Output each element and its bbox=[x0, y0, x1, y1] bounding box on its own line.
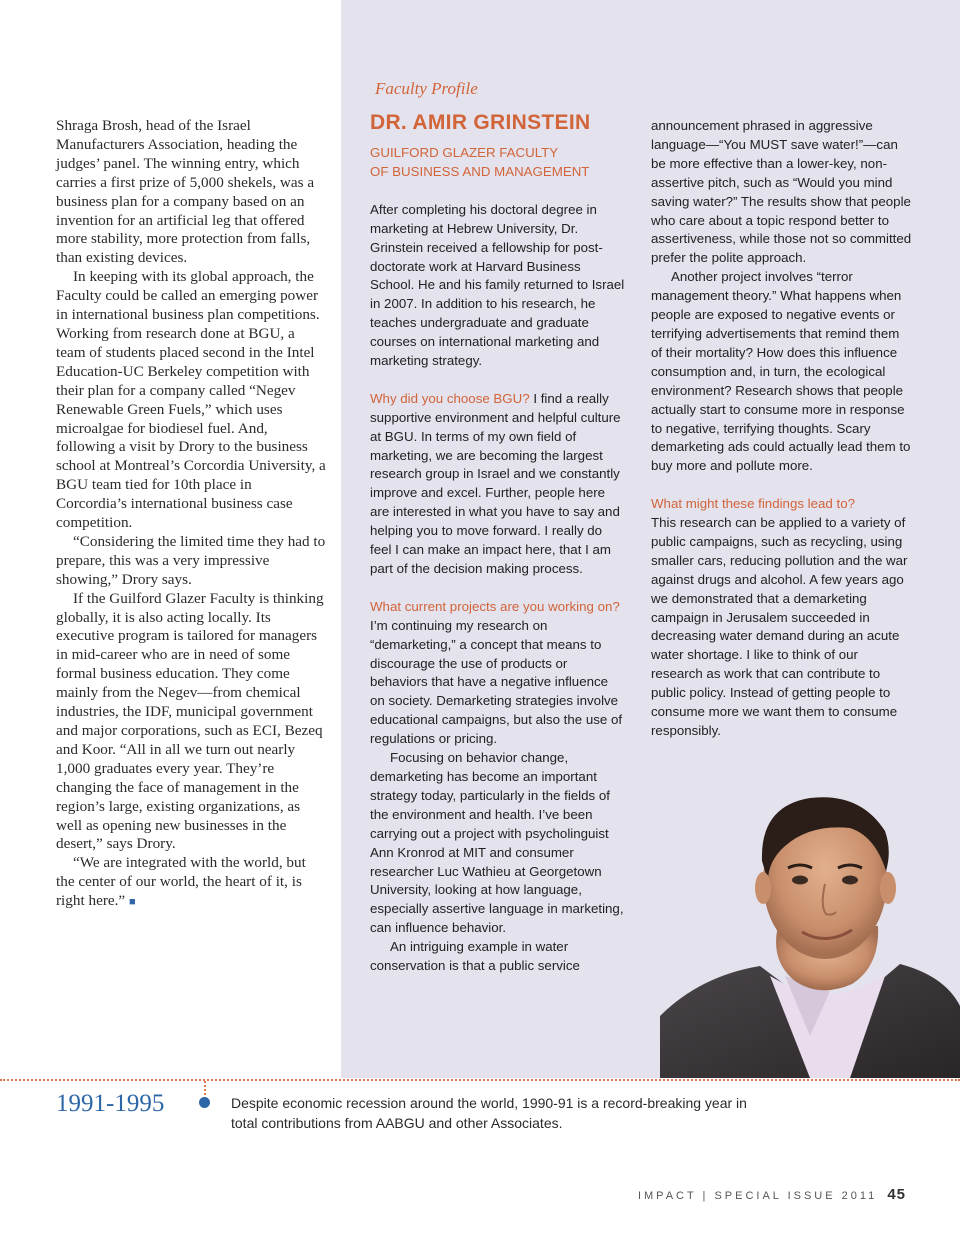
profile-faculty bbox=[370, 144, 625, 182]
question-text: What might these findings lead to? bbox=[651, 496, 856, 512]
answer-paragraph: Another project involves “terror management theory.” What happens when people are exposed to negative events or terrifying advertisements that remind them of their mortality? How does this influence consumption and, in turn, the ecological environment? Research shows that people actually start to consume more in response to negative, terrifying thoughts. Scary demarketing ads could actually lead them to buy more and pollute more. bbox=[651, 269, 911, 474]
section-kicker: Faculty Profile bbox=[375, 79, 478, 98]
qa-block bbox=[370, 598, 625, 749]
timeline-dot-icon bbox=[199, 1097, 210, 1108]
profile-middle-column bbox=[370, 78, 625, 976]
article-paragraph-last bbox=[56, 854, 326, 912]
faculty-line: GUILFORD GLAZER FACULTY bbox=[370, 145, 559, 160]
article-paragraph: If the Guilford Glazer Faculty is thinking globally, it is also acting locally. Its executive program is tailored for managers in mid-career who are in need of some formal business education. They come mainly from the Negev—from chemical industries, the IDF, municipal government and major corporations, such as ECI, Bezeq and Koor. “All in all we turn out nearly 1,000 graduates every year. They’re changing the face of management in the region’s large, existing organizations, as well as opening new businesses in the desert,” says Drory. bbox=[56, 589, 324, 853]
answer-paragraph: announcement phrased in aggressive language—“You MUST save water!”—can be more effective than a lower-key, non-assertive pitch, such as “Would you mind saving water?” The results show that people who care about a topic respond better to assertiveness, while those not so committed prefer the polite approach. bbox=[651, 118, 912, 266]
profile-name: DR. AMIR GRINSTEIN bbox=[370, 111, 591, 134]
timeline-divider bbox=[0, 1079, 960, 1081]
answer-paragraph: An intriguing example in water conservation is that a public service bbox=[370, 939, 580, 974]
question: What current projects are you working on? bbox=[370, 598, 620, 614]
article-paragraph: Shraga Brosh, head of the Israel Manufacturers Association, heading the judges’ panel. The winning entry, which carries a first prize of 5,000 shekels, was a business plan for a company based on an invention for an artificial leg that offered more stability, more protection from falls, than existing devices. bbox=[56, 117, 315, 267]
profile-intro: After completing his doctoral degree in marketing at Hebrew University, Dr. Grinstein received a fellowship for post-doctorate work at Harvard Business School. He and his family returned to Israel in 2007. In addition to his research, he teaches undergraduate and graduate courses on international marketing and marketing strategy. bbox=[370, 201, 625, 369]
answer-paragraph: Focusing on behavior change, demarketing has become an important strategy today, particularly in the fields of the environment and health. I’ve been carrying out a project with psycholinguist Ann Kronrod at MIT and consumer researcher Luc Wathieu at Georgetown University, looking at how language, especially assertive language in marketing, can influence behavior. bbox=[370, 750, 624, 936]
article-paragraph: In keeping with its global approach, the Faculty could be called an emerging power in international business plan competitions. Working from research done at BGU, a team of students placed second in the Intel Education-UC Berkeley competition with their plan for a company called “Negev Renewable Green Fuels,” which uses microalgae for biodiesel fuel. And, following a visit by Drory to the business school at Montreal’s Corcordia University, a BGU team tied for 10th place in Corcordia’s international business case competition. bbox=[56, 268, 326, 532]
page-footer bbox=[560, 1186, 906, 1203]
portrait-photo bbox=[660, 776, 960, 1078]
profile-right-column bbox=[651, 117, 913, 741]
qa-block bbox=[370, 390, 625, 579]
answer: I find a really supportive environment and helpful culture at BGU. In terms of my own field of marketing, we are becoming the largest research group in Israel and we constantly improve and excel. Further, people here are interested in what you have to say and helping you to move forward. I really do feel I can make an impact here, that I am part of the decision making process. bbox=[370, 390, 621, 577]
article-paragraph: “Considering the limited time they had to prepare, this was a very impressive showing,” Drory says. bbox=[56, 532, 326, 588]
square-bullet-icon: ■ bbox=[128, 896, 136, 909]
article-paragraph-text: “We are integrated with the world, but the center of our world, the heart of it, is right here.” bbox=[56, 854, 306, 910]
question: Why did you choose BGU? bbox=[370, 390, 530, 406]
publication-name: IMPACT | SPECIAL ISSUE 2011 bbox=[637, 1190, 878, 1202]
article-left-column bbox=[56, 117, 326, 912]
timeline-years: 1991-1995 bbox=[56, 1090, 165, 1117]
answer: I’m continuing my research on “demarketing,” a concept that means to discourage the use of products or behaviors that have a negative influence on society. Demarketing strategies involve educational campaigns, but also the use of regulations or pricing. bbox=[370, 617, 623, 747]
answer-paragraph: This research can be applied to a variety of public campaigns, such as recycling, using smaller cars, reducing pollution and the war against drugs and alcohol. A few years ago we demonstrated that a demarketing campaign in Jerusalem succeeded in decreasing water demand during an acute water shortage. I like to think of our research as work that can contribute to public policy. Instead of getting people to consume more we want them to consume responsibly. bbox=[651, 515, 908, 738]
faculty-line: OF BUSINESS AND MANAGEMENT bbox=[370, 163, 590, 179]
question bbox=[651, 495, 913, 514]
page-number: 45 bbox=[887, 1186, 906, 1203]
timeline-text: Despite economic recession around the world, 1990-91 is a record-breaking year in total contributions from AABGU and other Associates. bbox=[231, 1095, 747, 1131]
timeline-connector bbox=[204, 1081, 206, 1095]
